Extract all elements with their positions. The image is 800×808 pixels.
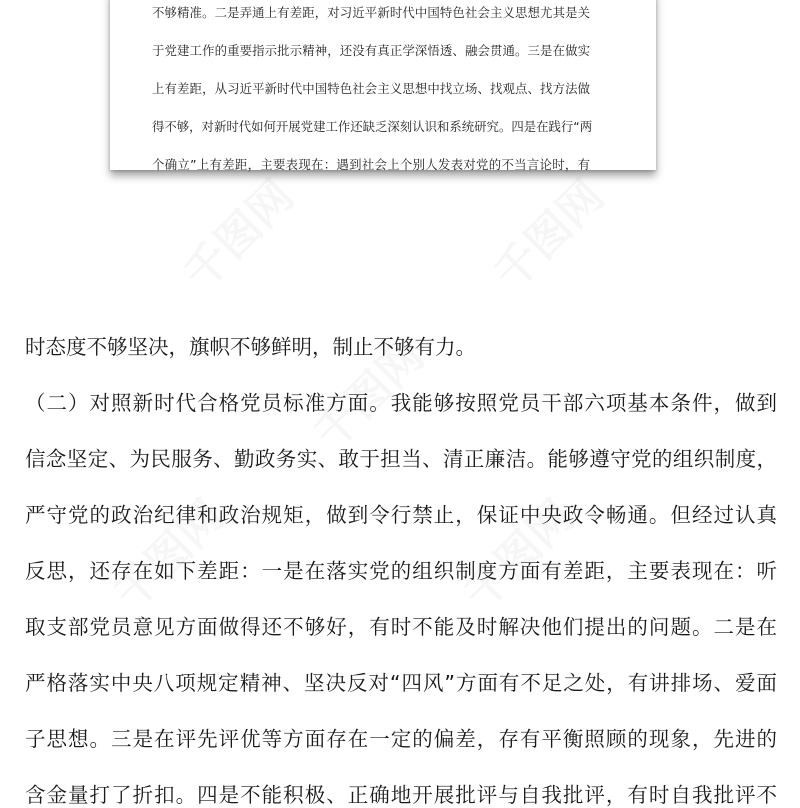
card-text-line: 得不够，对新时代如何开展党建工作还缺乏深刻认识和系统研究。四是在践行“两 [152,119,593,134]
card-text-line: 不够精准。二是弄通上有差距，对习近平新时代中国特色社会主义思想尤其是关 [152,5,590,20]
body-text-line: 时态度不够坚决，旗帜不够鲜明，制止不够有力。 [25,335,476,359]
body-text-line: （二）对照新时代合格党员标准方面。我能够按照党员干部六项基本条件，做到 [25,391,777,415]
body-text-line: 子思想。三是在评先评优等方面存在一定的偏差，存有平衡照顾的现象，先进的 [25,727,777,751]
body-text-line: 严格落实中央八项规定精神、坚决反对“四风”方面有不足之处，有讲排场、爱面 [25,671,777,695]
body-text-line: 严守党的政治纪律和政治规矩，做到令行禁止，保证中央政令畅通。但经过认真 [25,503,777,527]
body-text-line: 含金量打了折扣。四是不能积极、正确地开展批评与自我批评，有时自我批评不 [25,783,777,807]
body-text-line: 信念坚定、为民服务、勤政务实、敢于担当、清正廉洁。能够遵守党的组织制度， [25,447,777,471]
watermark [167,163,306,302]
body-text-line: 反思，还存在如下差距：一是在落实党的组织制度方面有差距，主要表现在：听 [25,559,777,583]
body-text-line: 取支部党员意见方面做得还不够好，有时不能及时解决他们提出的问题。二是在 [25,615,777,639]
card-text-line: 上有差距，从习近平新时代中国特色社会主义思想中找立场、找观点、找方法做 [152,81,590,96]
card-text-line: 于党建工作的重要指示批示精神，还没有真正学深悟透、融会贯通。三是在做实 [152,43,590,58]
watermark [477,163,616,302]
document-preview-card [110,0,656,170]
card-text-line: 个确立”上有差距，主要表现在：遇到社会上个别人发表对党的不当言论时，有 [152,157,590,172]
